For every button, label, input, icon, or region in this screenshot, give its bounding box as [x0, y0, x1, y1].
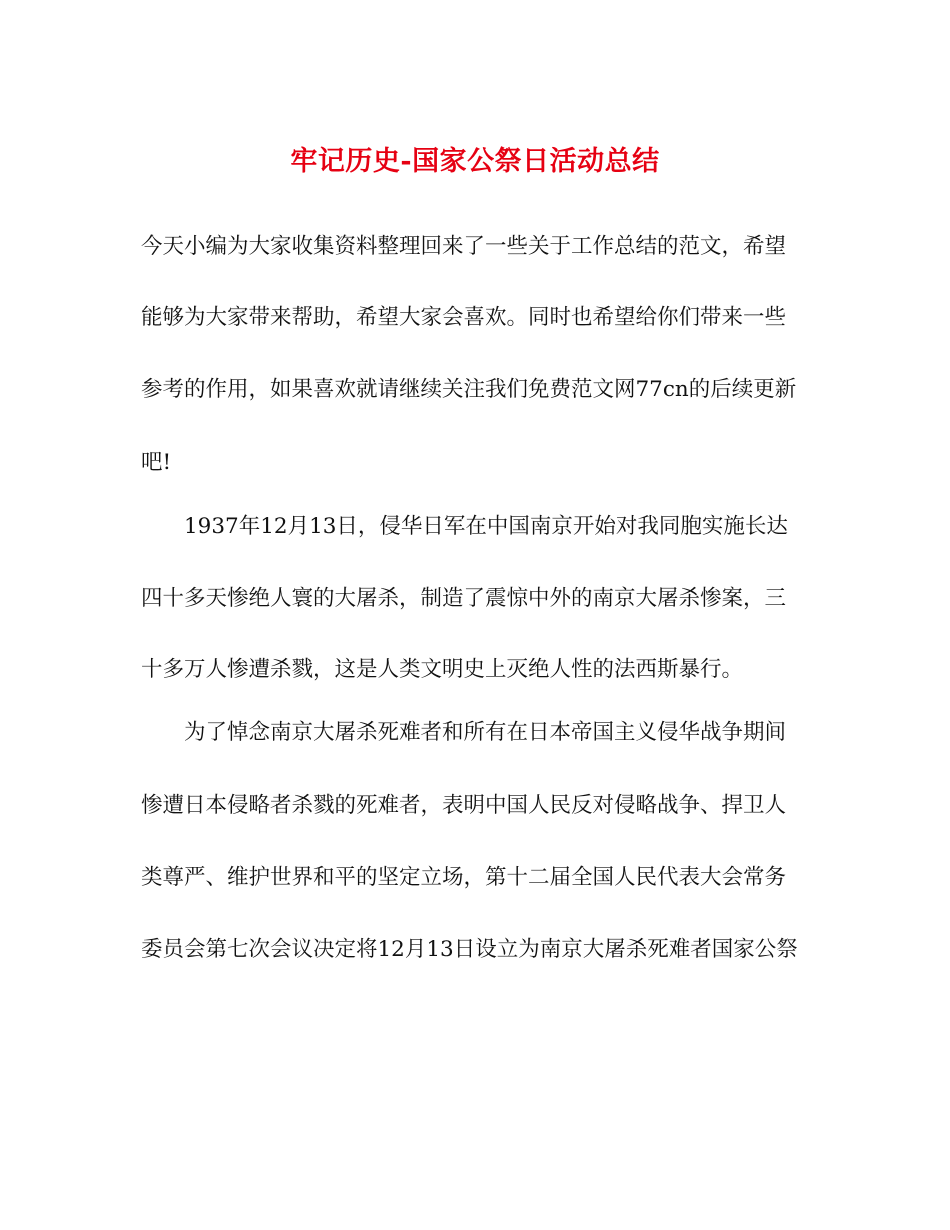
paragraph-2-line-2: 四十多天惨绝人寰的大屠杀，制造了震惊中外的南京大屠杀惨案，三	[141, 586, 787, 611]
paragraph-1-line-3: 参考的作用，如果喜欢就请继续关注我们免费范文网77cn的后续更新	[141, 377, 797, 402]
paragraph-3-line-1: 为了悼念南京大屠杀死难者和所有在日本帝国主义侵华战争期间	[184, 720, 787, 745]
paragraph-3-line-3: 类尊严、维护世界和平的坚定立场，第十二届全国人民代表大会常务	[141, 865, 787, 890]
paragraph-2-line-3: 十多万人惨遭杀戮，这是人类文明史上灭绝人性的法西斯暴行。	[141, 657, 744, 682]
paragraph-3-line-4: 委员会第七次会议决定将12月13日设立为南京大屠杀死难者国家公祭	[141, 937, 798, 962]
paragraph-1-line-2: 能够为大家带来帮助，希望大家会喜欢。同时也希望给你们带来一些	[141, 305, 787, 330]
paragraph-1-line-4: 吧!	[141, 450, 172, 475]
paragraph-1-line-1: 今天小编为大家收集资料整理回来了一些关于工作总结的范文，希望	[141, 234, 787, 259]
document-title: 牢记历史-国家公祭日活动总结	[290, 146, 660, 177]
paragraph-2-line-1: 1937年12月13日，侵华日军在中国南京开始对我同胞实施长达	[184, 514, 788, 539]
document-body	[141, 0, 809, 1230]
paragraph-3-line-2: 惨遭日本侵略者杀戮的死难者，表明中国人民反对侵略战争、捍卫人	[141, 793, 787, 818]
